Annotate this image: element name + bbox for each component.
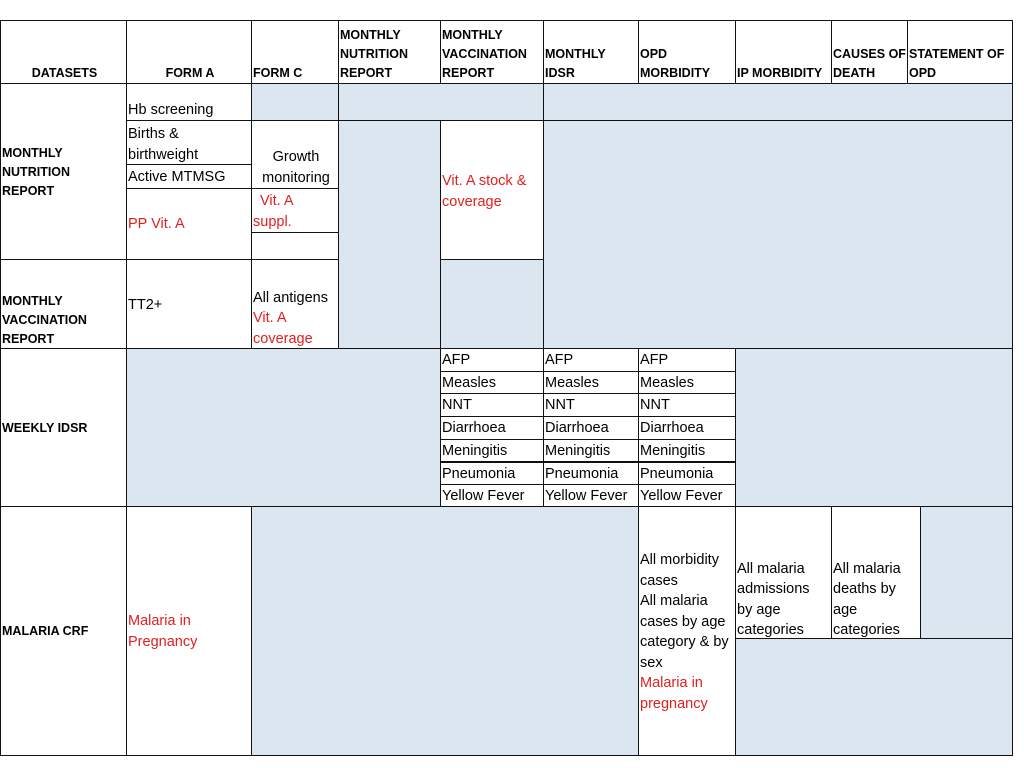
form-a-malaria-pregnancy-1: Malaria in bbox=[128, 613, 191, 629]
ip-malaria-cell bbox=[735, 506, 832, 639]
header-form-a: FORM A bbox=[165, 66, 215, 80]
header-monthly-vaccination-1: MONTHLY bbox=[442, 28, 503, 42]
idsr-cell-opd bbox=[638, 416, 736, 440]
header-monthly-nutrition-3: REPORT bbox=[340, 66, 393, 80]
header-statement-of-opd-2: OPD bbox=[909, 66, 937, 80]
form-a-active-mtmsg-cell bbox=[126, 164, 252, 189]
opd-malaria-pregnancy-2: pregnancy bbox=[640, 696, 708, 712]
header-cell-monthly-nutrition bbox=[338, 20, 441, 84]
form-c-vit-a-coverage-2: coverage bbox=[253, 331, 313, 347]
opd-malaria-3: All malaria bbox=[640, 593, 708, 609]
idsr-cell-opd bbox=[638, 393, 736, 417]
form-c-empty-cell bbox=[251, 232, 339, 260]
idsr-cell-monthly-idsr bbox=[543, 348, 639, 372]
idsr-disease-label: Yellow Fever bbox=[640, 488, 723, 505]
row-label-nutrition-2: NUTRITION bbox=[2, 165, 71, 179]
idsr-cell-monthly-idsr bbox=[543, 439, 639, 463]
shaded-block-malaria-statement bbox=[920, 506, 1013, 639]
form-c-vit-a-coverage-1: Vit. A bbox=[253, 310, 287, 326]
header-cell-form-c bbox=[251, 20, 339, 84]
form-a-pp-vit-a-cell bbox=[126, 188, 252, 260]
deaths-malaria-2: deaths by bbox=[833, 581, 896, 597]
row-label-vaccination-3: REPORT bbox=[2, 332, 55, 346]
row-label-cell-malaria bbox=[0, 506, 127, 756]
idsr-disease-label: Diarrhoea bbox=[442, 420, 506, 437]
header-opd-morbidity-1: OPD bbox=[640, 47, 668, 61]
row-label-cell-idsr bbox=[0, 348, 127, 507]
shaded-block-nutrition-right bbox=[543, 120, 1013, 349]
row-label-cell-nutrition bbox=[0, 83, 127, 260]
form-a-births-2: birthweight bbox=[128, 147, 199, 163]
deaths-malaria-4: categories bbox=[833, 622, 900, 638]
header-cell-opd-morbidity bbox=[638, 20, 736, 84]
form-c-vit-a-2: suppl. bbox=[253, 214, 292, 230]
opd-malaria-6: sex bbox=[640, 655, 663, 671]
form-c-all-antigens-cell bbox=[251, 259, 339, 349]
form-a-tt2: TT2+ bbox=[128, 297, 163, 313]
form-c-growth-1: Growth bbox=[272, 149, 320, 165]
header-datasets: DATASETS bbox=[31, 66, 98, 80]
idsr-disease-label: Diarrhoea bbox=[545, 420, 609, 437]
header-causes-of-death-2: DEATH bbox=[833, 66, 876, 80]
ip-malaria-1: All malaria bbox=[737, 561, 805, 577]
idsr-disease-label: Pneumonia bbox=[442, 465, 516, 482]
vaccination-vit-a-stock-cell bbox=[440, 120, 544, 260]
form-a-hb-screening-cell bbox=[126, 83, 252, 121]
idsr-cell-monthly-idsr bbox=[543, 371, 639, 395]
idsr-disease-label: Pneumonia bbox=[545, 465, 619, 482]
opd-malaria-5: category & by bbox=[640, 634, 729, 650]
header-statement-of-opd-1: STATEMENT OF bbox=[909, 47, 1005, 61]
opd-malaria-cell bbox=[638, 506, 736, 756]
form-c-all-antigens: All antigens bbox=[253, 290, 328, 306]
deaths-malaria-cell bbox=[831, 506, 921, 639]
idsr-disease-label: Meningitis bbox=[545, 442, 611, 459]
header-monthly-vaccination-2: VACCINATION bbox=[442, 47, 527, 61]
form-a-active-mtmsg: Active MTMSG bbox=[128, 169, 226, 185]
row-label-nutrition-1: MONTHLY bbox=[2, 146, 63, 160]
shaded-block-malaria-left bbox=[251, 506, 639, 756]
opd-malaria-2: cases bbox=[640, 573, 678, 589]
row-label-weekly-idsr: WEEKLY IDSR bbox=[2, 421, 88, 435]
idsr-disease-label: Measles bbox=[442, 374, 496, 391]
shaded-block-nutrition-top-b bbox=[543, 83, 1013, 121]
idsr-cell-vaccination bbox=[440, 416, 544, 440]
form-a-malaria-pregnancy-2: Pregnancy bbox=[128, 634, 198, 650]
idsr-disease-label: Yellow Fever bbox=[442, 488, 525, 505]
idsr-disease-label: Pneumonia bbox=[640, 465, 714, 482]
row-label-vaccination-2: VACCINATION bbox=[2, 313, 87, 327]
idsr-disease-label: Meningitis bbox=[442, 442, 508, 459]
shaded-block-idsr-left bbox=[126, 348, 441, 507]
header-monthly-nutrition-1: MONTHLY bbox=[340, 28, 401, 42]
shaded-block-vaccination-mid bbox=[440, 259, 544, 349]
idsr-disease-label: Yellow Fever bbox=[545, 488, 628, 505]
idsr-cell-vaccination bbox=[440, 393, 544, 417]
header-monthly-nutrition-2: NUTRITION bbox=[340, 47, 409, 61]
opd-malaria-4: cases by age bbox=[640, 614, 726, 630]
idsr-cell-vaccination bbox=[440, 484, 544, 508]
header-monthly-vaccination-3: REPORT bbox=[442, 66, 495, 80]
row-label-nutrition-3: REPORT bbox=[2, 184, 55, 198]
row-label-vaccination-1: MONTHLY bbox=[2, 294, 63, 308]
idsr-cell-monthly-idsr bbox=[543, 462, 639, 486]
form-a-pp-vit-a: PP Vit. A bbox=[128, 216, 185, 232]
form-c-vit-a-suppl-cell bbox=[251, 188, 339, 233]
header-cell-monthly-idsr bbox=[543, 20, 639, 84]
header-cell-form-a bbox=[126, 20, 252, 84]
idsr-cell-opd bbox=[638, 348, 736, 372]
idsr-disease-label: NNT bbox=[442, 397, 472, 414]
idsr-cell-monthly-idsr bbox=[543, 416, 639, 440]
idsr-cell-monthly-idsr bbox=[543, 484, 639, 508]
header-cell-causes-of-death bbox=[831, 20, 908, 84]
idsr-cell-monthly-idsr bbox=[543, 393, 639, 417]
ip-malaria-4: categories bbox=[737, 622, 804, 638]
vit-a-stock-2: coverage bbox=[442, 194, 502, 210]
form-c-growth-monitoring-cell bbox=[251, 120, 339, 189]
header-opd-morbidity-2: MORBIDITY bbox=[640, 66, 711, 80]
form-a-hb-screening: Hb screening bbox=[128, 102, 214, 118]
ip-malaria-3: by age bbox=[737, 602, 781, 618]
idsr-disease-label: Measles bbox=[640, 374, 694, 391]
header-cell-datasets bbox=[0, 20, 127, 84]
header-cell-ip-morbidity bbox=[735, 20, 832, 84]
idsr-cell-vaccination bbox=[440, 462, 544, 486]
idsr-cell-opd bbox=[638, 439, 736, 463]
idsr-disease-label: NNT bbox=[545, 397, 575, 414]
idsr-cell-opd bbox=[638, 371, 736, 395]
idsr-disease-label: AFP bbox=[442, 352, 471, 368]
row-label-malaria-crf: MALARIA CRF bbox=[2, 624, 89, 638]
shaded-block-malaria-bottom bbox=[735, 638, 1013, 756]
shaded-block-idsr-right bbox=[735, 348, 1013, 507]
idsr-disease-label: Diarrhoea bbox=[640, 420, 704, 437]
idsr-disease-label: Meningitis bbox=[640, 442, 706, 459]
opd-malaria-1: All morbidity bbox=[640, 552, 719, 568]
form-a-births-1: Births & bbox=[128, 126, 179, 142]
idsr-disease-label: AFP bbox=[545, 352, 574, 368]
header-ip-morbidity: IP MORBIDITY bbox=[737, 66, 823, 80]
shaded-block-nutrition-col bbox=[338, 120, 441, 349]
header-monthly-idsr-1: MONTHLY bbox=[545, 47, 606, 61]
form-c-shaded-top bbox=[251, 83, 339, 121]
deaths-malaria-1: All malaria bbox=[833, 561, 901, 577]
ip-malaria-2: admissions bbox=[737, 581, 810, 597]
idsr-cell-vaccination bbox=[440, 439, 544, 463]
form-c-growth-2: monitoring bbox=[262, 170, 330, 186]
deaths-malaria-3: age bbox=[833, 602, 858, 618]
row-label-cell-vaccination bbox=[0, 259, 127, 349]
form-a-malaria-pregnancy-cell bbox=[126, 506, 252, 756]
header-cell-monthly-vaccination bbox=[440, 20, 544, 84]
idsr-disease-label: AFP bbox=[640, 352, 669, 368]
opd-malaria-pregnancy-1: Malaria in bbox=[640, 675, 703, 691]
header-monthly-idsr-2: IDSR bbox=[545, 66, 575, 80]
header-form-c: FORM C bbox=[253, 66, 303, 80]
form-a-births-cell bbox=[126, 120, 252, 165]
vit-a-stock-1: Vit. A stock & bbox=[442, 173, 527, 189]
idsr-disease-label: NNT bbox=[640, 397, 670, 414]
header-causes-of-death-1: CAUSES OF bbox=[833, 47, 906, 61]
idsr-cell-vaccination bbox=[440, 371, 544, 395]
header-cell-statement-of-opd bbox=[907, 20, 1013, 84]
idsr-disease-label: Measles bbox=[545, 374, 599, 391]
idsr-cell-vaccination bbox=[440, 348, 544, 372]
shaded-block-nutrition-top-a bbox=[338, 83, 544, 121]
idsr-cell-opd bbox=[638, 484, 736, 508]
idsr-cell-opd bbox=[638, 462, 736, 486]
form-c-vit-a-1: Vit. A bbox=[260, 193, 294, 209]
form-a-tt2-cell bbox=[126, 259, 252, 349]
